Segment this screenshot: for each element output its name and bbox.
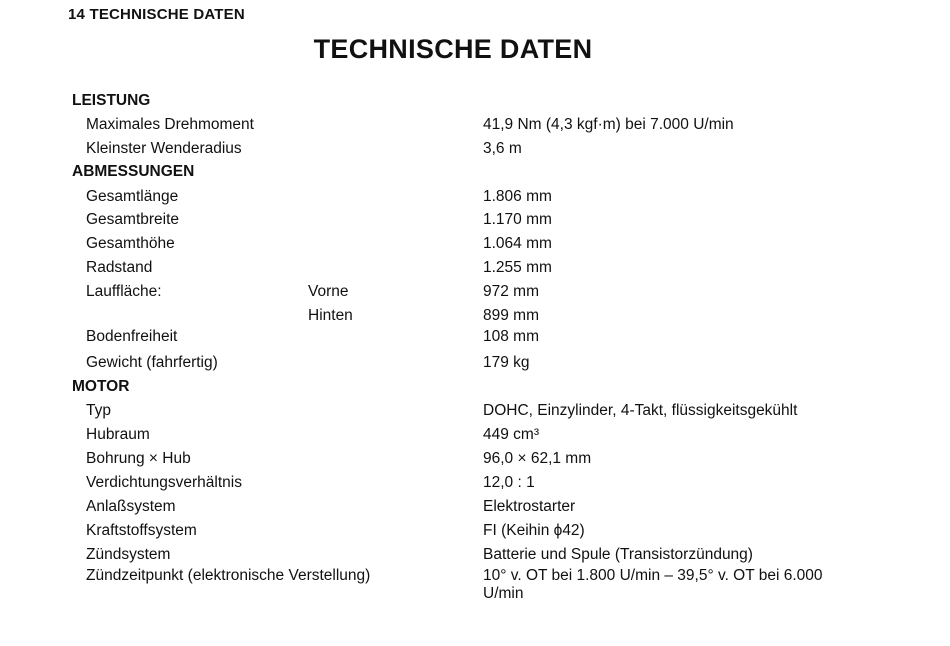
spec-label: Maximales Drehmoment bbox=[86, 116, 254, 133]
spec-label: Kleinster Wenderadius bbox=[86, 140, 242, 157]
spec-value: 12,0 : 1 bbox=[483, 474, 535, 491]
spec-value: 41,9 Nm (4,3 kgf·m) bei 7.000 U/min bbox=[483, 116, 734, 133]
spec-value: Batterie und Spule (Transistorzündung) bbox=[483, 546, 753, 563]
spec-label: Verdichtungsverhältnis bbox=[86, 474, 242, 491]
spec-label: Kraftstoffsystem bbox=[86, 522, 197, 539]
spec-value: 1.806 mm bbox=[483, 188, 552, 205]
spec-value: 179 kg bbox=[483, 354, 530, 371]
spec-label: Zündsystem bbox=[86, 546, 171, 563]
spec-sublabel: Vorne bbox=[308, 283, 349, 300]
spec-value: 108 mm bbox=[483, 328, 539, 345]
section-heading-motor: MOTOR bbox=[72, 378, 130, 395]
spec-value: 1.064 mm bbox=[483, 235, 552, 252]
spec-value: 449 cm³ bbox=[483, 426, 539, 443]
spec-value: 3,6 m bbox=[483, 140, 522, 157]
spec-label: Lauffläche: bbox=[86, 283, 162, 300]
spec-label: Radstand bbox=[86, 259, 153, 276]
section-heading-abmessungen: ABMESSUNGEN bbox=[72, 163, 195, 180]
spec-value: 899 mm bbox=[483, 307, 539, 324]
spec-value: 1.255 mm bbox=[483, 259, 552, 276]
spec-value: 10° v. OT bei 1.800 U/min – 39,5° v. OT bei 6.000 U/min bbox=[483, 567, 823, 602]
spec-value: 1.170 mm bbox=[483, 211, 552, 228]
spec-value: Elektrostarter bbox=[483, 498, 576, 515]
spec-label: Bohrung × Hub bbox=[86, 450, 191, 467]
spec-label: Bodenfreiheit bbox=[86, 328, 178, 345]
section-heading-leistung: LEISTUNG bbox=[72, 92, 151, 109]
spec-value: DOHC, Einzylinder, 4-Takt, flüssigkeitsgekühlt bbox=[483, 402, 798, 419]
page-header: 14 TECHNISCHE DATEN bbox=[68, 6, 245, 23]
spec-value: FI (Keihin ϕ42) bbox=[483, 522, 585, 539]
spec-label: Hubraum bbox=[86, 426, 150, 443]
spec-value: 972 mm bbox=[483, 283, 539, 300]
spec-label: Typ bbox=[86, 402, 111, 419]
spec-label: Gesamthöhe bbox=[86, 235, 175, 252]
spec-label: Gesamtlänge bbox=[86, 188, 179, 205]
spec-label: Gewicht (fahrfertig) bbox=[86, 354, 218, 371]
spec-label: Anlaßsystem bbox=[86, 498, 176, 515]
page-title: TECHNISCHE DATEN bbox=[313, 34, 593, 64]
spec-sublabel: Hinten bbox=[308, 307, 353, 324]
spec-value: 96,0 × 62,1 mm bbox=[483, 450, 592, 467]
spec-label: Gesamtbreite bbox=[86, 211, 180, 228]
spec-label: Zündzeitpunkt (elektronische Verstellung) bbox=[86, 567, 371, 584]
